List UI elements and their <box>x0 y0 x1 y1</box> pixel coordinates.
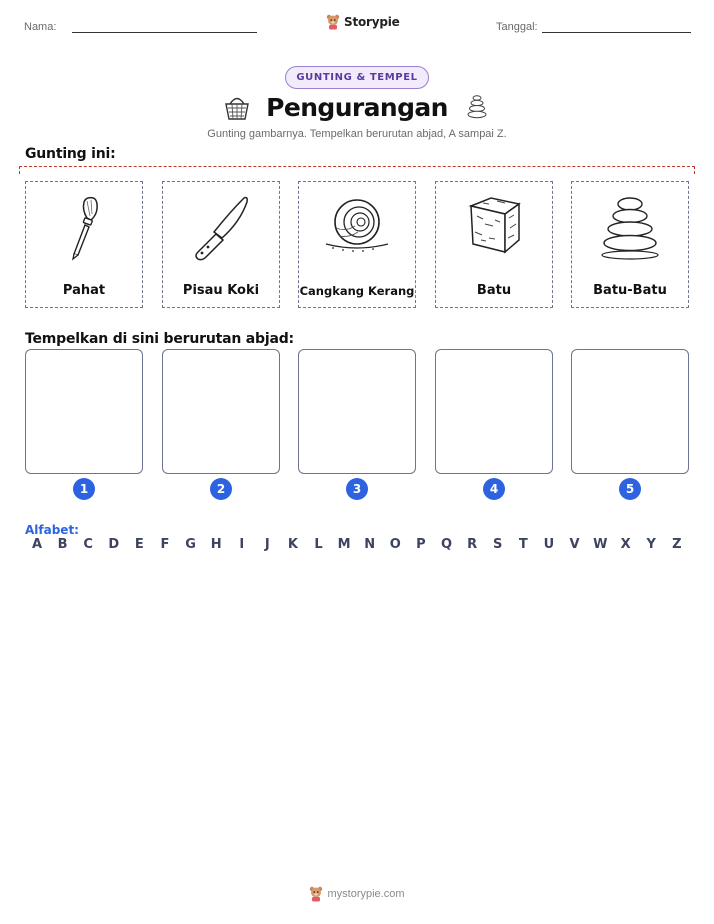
cut-card-batu-batu[interactable] <box>571 181 689 308</box>
alphabet-letter: T <box>518 537 528 552</box>
paste-slot-3[interactable] <box>298 349 416 474</box>
alphabet-letter: M <box>337 537 351 552</box>
paste-slot-1[interactable] <box>25 349 143 474</box>
date-label: Tanggal: <box>496 21 538 33</box>
alphabet-letter: Y <box>646 537 656 552</box>
instructions: Gunting gambarnya. Tempelkan berurutan abjad, A sampai Z. <box>207 128 507 140</box>
cut-line <box>19 166 695 174</box>
alphabet-letter: S <box>493 537 503 552</box>
card-label: Pahat <box>62 283 106 298</box>
paste-slot-2[interactable] <box>162 349 280 474</box>
stone-block-icon <box>461 192 527 258</box>
paste-slot-5[interactable] <box>571 349 689 474</box>
seashell-icon <box>322 192 392 258</box>
alphabet-letter: D <box>108 537 120 552</box>
date-field-line[interactable] <box>542 32 691 33</box>
alphabet-letter: N <box>364 537 376 552</box>
card-label: Cangkang Kerang <box>299 284 415 298</box>
basket-icon <box>222 92 252 122</box>
alphabet-letter: X <box>620 537 631 552</box>
cut-section-title: Gunting ini: <box>25 146 116 162</box>
alphabet-letter: J <box>264 537 270 552</box>
alphabet-letter: G <box>185 537 196 552</box>
page-title: Pengurangan <box>266 92 448 122</box>
slot-number-4: 4 <box>483 478 505 500</box>
alphabet-letter: P <box>416 537 426 552</box>
card-label: Batu-Batu <box>593 283 667 298</box>
bear-mascot-icon <box>326 14 340 30</box>
cut-card-batu[interactable] <box>435 181 553 308</box>
alphabet-letter: H <box>210 537 222 552</box>
chisel-icon <box>54 192 114 264</box>
slot-number-1: 1 <box>73 478 95 500</box>
alphabet-letter: I <box>239 537 245 552</box>
activity-badge: GUNTING & TEMPEL <box>285 66 428 89</box>
alphabet-letter: V <box>569 537 580 552</box>
slot-number-5: 5 <box>619 478 641 500</box>
stone-stack-icon <box>462 92 492 122</box>
alphabet-letter: Z <box>672 537 682 552</box>
cut-card-pahat[interactable] <box>25 181 143 308</box>
alphabet-letter: K <box>287 537 298 552</box>
card-label: Pisau Koki <box>182 283 260 298</box>
chef-knife-icon <box>186 192 256 264</box>
brand-logo <box>326 14 400 30</box>
slot-number-3: 3 <box>346 478 368 500</box>
footer-url[interactable]: mystorypie.com <box>327 888 405 900</box>
alphabet-letter: C <box>83 537 93 552</box>
cut-card-pisau-koki[interactable] <box>162 181 280 308</box>
slot-number-2: 2 <box>210 478 232 500</box>
alphabet-letter: F <box>160 537 170 552</box>
alphabet-label: Alfabet: <box>25 523 79 537</box>
alphabet-letter: E <box>134 537 144 552</box>
alphabet-letter: Q <box>440 537 453 552</box>
alphabet-letter: A <box>31 537 43 552</box>
footer <box>309 886 404 902</box>
cut-card-cangkang-kerang[interactable] <box>298 181 416 308</box>
paste-section-title: Tempelkan di sini berurutan abjad: <box>25 331 294 347</box>
alphabet-letter: L <box>314 537 323 552</box>
stacked-stones-icon <box>597 192 663 262</box>
paste-slot-4[interactable] <box>435 349 553 474</box>
name-field-line[interactable] <box>72 32 257 33</box>
bear-mascot-icon <box>309 886 323 902</box>
name-label: Nama: <box>24 21 57 33</box>
card-label: Batu <box>476 283 512 298</box>
brand-name: Storypie <box>344 15 400 29</box>
alphabet-letter: O <box>389 537 401 552</box>
alphabet-letter: U <box>543 537 555 552</box>
alphabet-letter: R <box>467 537 478 552</box>
alphabet-row <box>30 537 684 552</box>
alphabet-letter: B <box>57 537 68 552</box>
alphabet-letter: W <box>593 537 608 552</box>
